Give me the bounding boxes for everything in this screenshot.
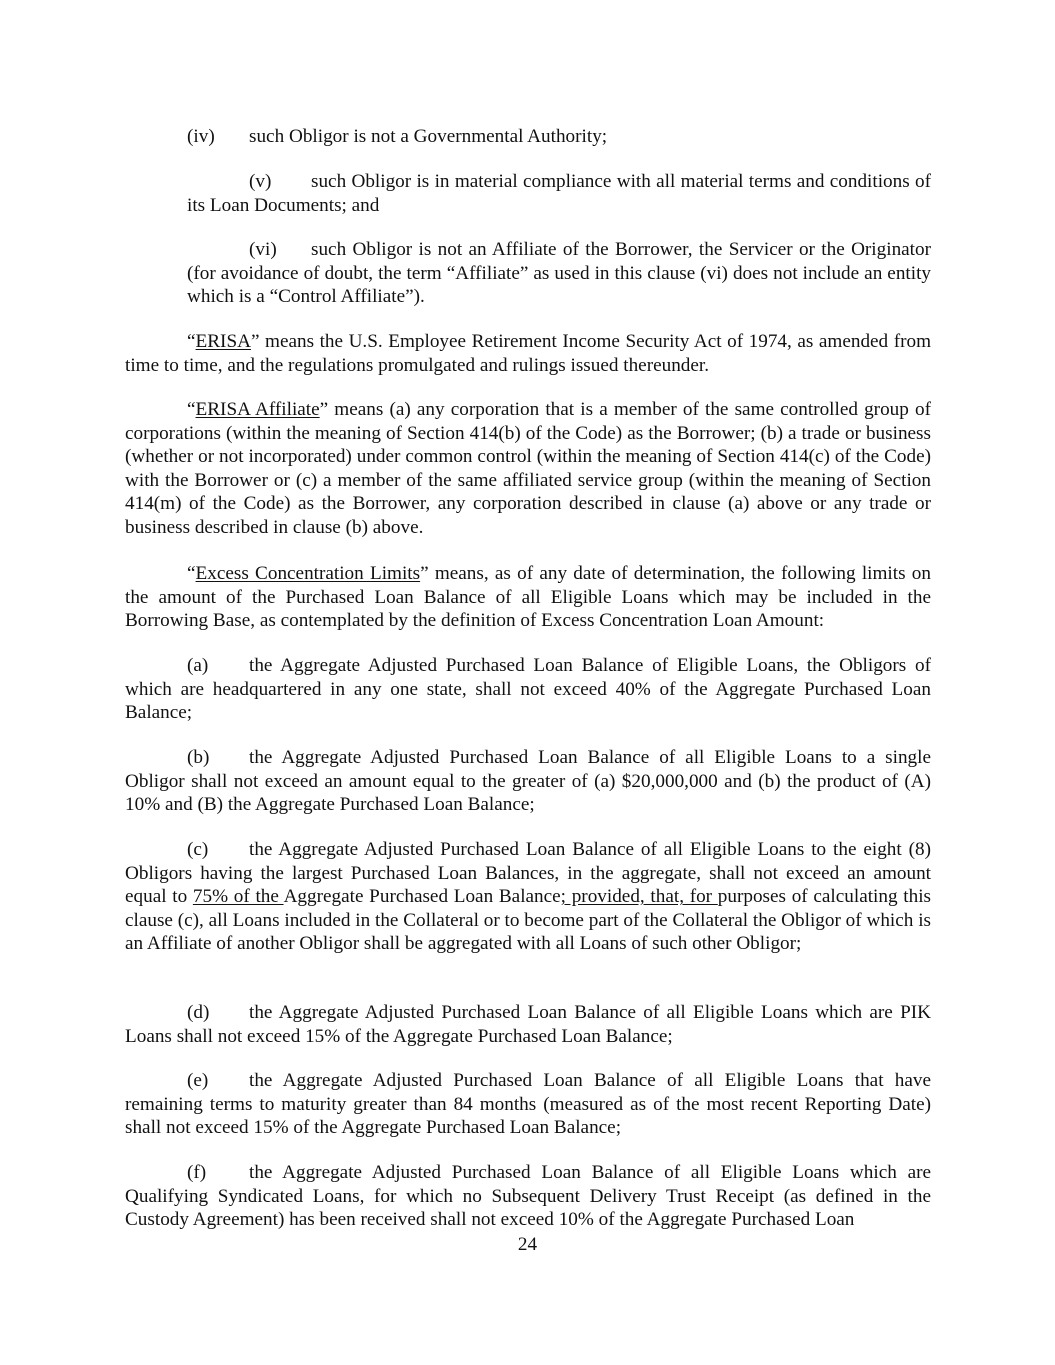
clause-iv bbox=[187, 125, 931, 149]
clause-number: (c) bbox=[187, 839, 209, 860]
underlined-text: 75% of the bbox=[192, 886, 284, 908]
limit-e bbox=[125, 1069, 931, 1140]
limit-a bbox=[125, 654, 931, 725]
clause-text: such Obligor is in material compliance with all material terms and conditions of its Loan Documents; and bbox=[187, 171, 931, 216]
clause-number: (f) bbox=[187, 1162, 207, 1183]
clause-number: (a) bbox=[187, 655, 209, 676]
clause-text: the Aggregate Adjusted Purchased Loan Balance of all Eligible Loans to the eight (8) Obligors having the largest Purchased Loan Balances, in the aggregate, shall not exceed an amount equal to bbox=[125, 839, 931, 908]
open-quote: “ bbox=[187, 563, 196, 584]
definition-erisa bbox=[125, 330, 931, 377]
limit-c bbox=[125, 838, 931, 956]
page-number: 24 bbox=[517, 1234, 538, 1255]
defined-term: ERISA Affiliate bbox=[195, 399, 320, 420]
clause-text: purposes of calculating this clause (c), all Loans included in the Collateral or to become part of the Collateral the Obligor of which is an Affiliate of another Obligor shall be aggregated with all Loans of such other Obligor; bbox=[125, 886, 931, 955]
clause-text: the Aggregate Adjusted Purchased Loan Balance of all Eligible Loans to a single Obligor shall not exceed an amount equal to the greater of (a) $20,000,000 and (b) the product of (A) 10% and (B) the Aggregate Purchased Loan Balance; bbox=[125, 747, 931, 816]
underlined-text: ; provided, that, for bbox=[560, 886, 718, 908]
limit-f bbox=[125, 1161, 931, 1232]
clause-text: the Aggregate Adjusted Purchased Loan Balance of all Eligible Loans which are Qualifying Syndicated Loans, for which no Subsequent Delivery Trust Receipt (as defined in the Custody Agreement) has been received shall not exceed 10% of the Aggregate Purchased Loan bbox=[125, 1162, 931, 1231]
defined-term: ERISA bbox=[195, 331, 251, 352]
clause-number: (iv) bbox=[187, 126, 215, 147]
clause-number: (v) bbox=[249, 171, 272, 192]
clause-number: (b) bbox=[187, 747, 210, 768]
clause-number: (d) bbox=[187, 1002, 210, 1023]
open-quote: “ bbox=[187, 331, 196, 352]
definition-text: ” means, as of any date of determination, the following limits on the amount of the Purchased Loan Balance of all Eligible Loans which may be included in the Borrowing Base, as contemplated by the definition of Excess Concentration Loan Amount: bbox=[125, 563, 931, 632]
defined-term: Excess Concentration Limits bbox=[195, 563, 421, 584]
definition-text: ” means the U.S. Employee Retirement Income Security Act of 1974, as amended from time to time, and the regulations promulgated and rulings issued thereunder. bbox=[125, 331, 931, 376]
open-quote: “ bbox=[187, 399, 196, 420]
clause-text: Aggregate Purchased Loan Balance bbox=[283, 886, 561, 908]
limit-b bbox=[125, 746, 931, 817]
clause-number: (vi) bbox=[249, 239, 277, 260]
clause-v bbox=[187, 170, 931, 217]
definition-excess-concentration-limits bbox=[125, 562, 931, 633]
definition-text: ” means (a) any corporation that is a member of the same controlled group of corporations (within the meaning of Section 414(b) of the Code) as the Borrower; (b) a trade or business (whether or not incorporated) under common control (within the meaning of Section 414(c) of the Code) with the Borrower or (c) a member of the same affiliated service group (within the meaning of Section 414(m) of the Code) as the Borrower, any corporation described in clause (a) above or any trade or business described in clause (b) above. bbox=[125, 399, 931, 538]
clause-text: the Aggregate Adjusted Purchased Loan Balance of all Eligible Loans which are PIK Loans shall not exceed 15% of the Aggregate Purchased Loan Balance; bbox=[125, 1002, 931, 1047]
definition-erisa-affiliate bbox=[125, 398, 931, 540]
clause-text: the Aggregate Adjusted Purchased Loan Balance of all Eligible Loans that have remaining terms to maturity greater than 84 months (measured as of the most recent Reporting Date) shall not exceed 15% of the Aggregate Purchased Loan Balance; bbox=[125, 1070, 931, 1139]
clause-number: (e) bbox=[187, 1070, 209, 1091]
clause-vi bbox=[187, 238, 931, 309]
clause-text: the Aggregate Adjusted Purchased Loan Balance of Eligible Loans, the Obligors of which are headquartered in any one state, shall not exceed 40% of the Aggregate Purchased Loan Balance; bbox=[125, 655, 931, 724]
limit-d bbox=[125, 1001, 931, 1048]
clause-text: such Obligor is not an Affiliate of the Borrower, the Servicer or the Originator (for avoidance of doubt, the term “Affiliate” as used in this clause (vi) does not include an entity which is a “Control Affiliate”). bbox=[187, 239, 931, 308]
clause-text: such Obligor is not a Governmental Authority; bbox=[249, 126, 608, 147]
